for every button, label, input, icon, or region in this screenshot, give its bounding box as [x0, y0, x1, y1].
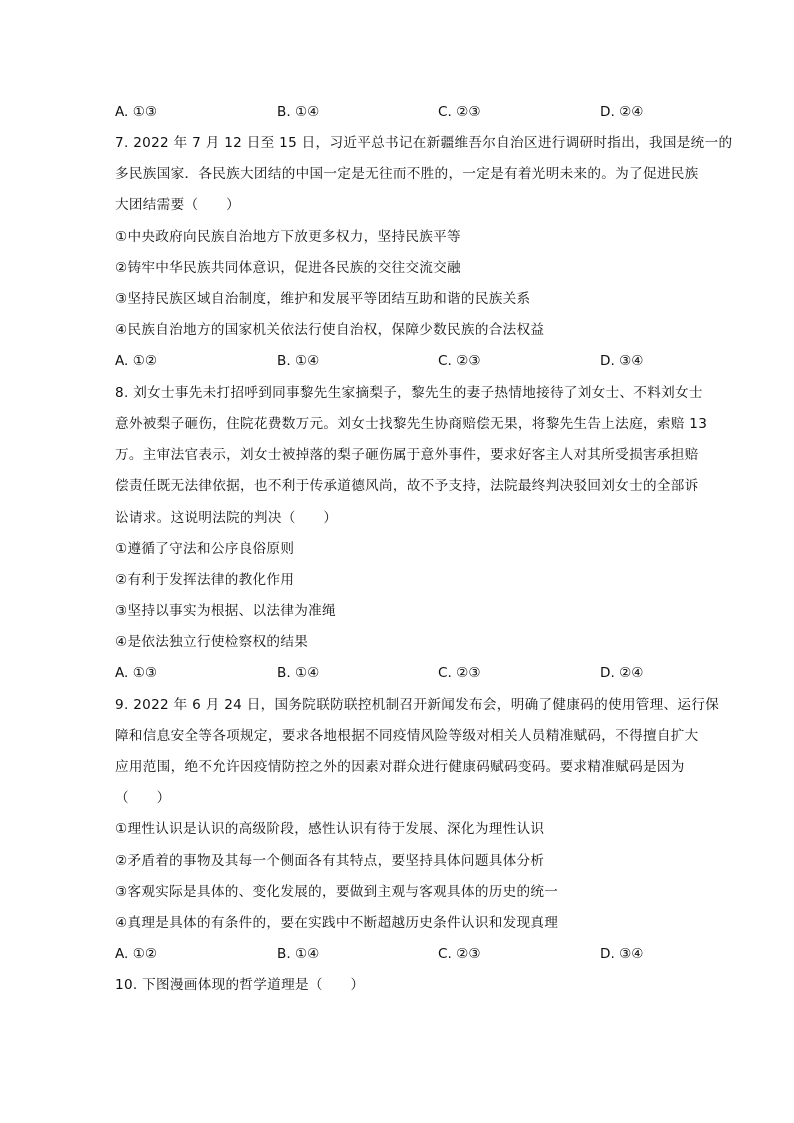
q9-item-3: ③客观实际是具体的、变化发展的，要做到主观与客观具体的历史的统一 — [115, 884, 559, 900]
q7-options — [115, 352, 675, 370]
q9-stem-line: （ ） — [115, 790, 171, 806]
q6-option-c: C. ②③ — [438, 104, 481, 120]
q7-stem-line: 7. 2022 年 7 月 12 日至 15 日，习近平总书记在新疆维吾尔自治区进行调研时指出，我国是统一的 — [115, 135, 733, 151]
q8-option-d: D. ②④ — [600, 665, 644, 681]
q9-option-b: B. ①④ — [277, 946, 320, 962]
q8-option-a: A. ①③ — [115, 665, 158, 681]
q9-stem-line: 障和信息安全等各项规定，要求各地根据不同疫情风险等级对相关人员精准赋码，不得擅自扩大 — [115, 728, 699, 744]
q7-item-2: ②铸牢中华民族共同体意识，促进各民族的交往交流交融 — [115, 260, 461, 276]
q8-stem-line: 8. 刘女士事先未打招呼到同事黎先生家摘梨子，黎先生的妻子热情地接待了刘女士、不料刘女士 — [115, 385, 703, 401]
q9-stem-line: 9. 2022 年 6 月 24 日，国务院联防联控机制召开新闻发布会，明确了健康码的使用管理、运行保 — [115, 697, 720, 713]
q7-option-b: B. ①④ — [277, 353, 320, 369]
q7-stem-line: 多民族国家．各民族大团结的中国一定是无往而不胜的，一定是有着光明未来的。为了促进民族 — [115, 166, 699, 182]
q6-options — [115, 103, 675, 121]
q8-item-1: ①遵循了守法和公序良俗原则 — [115, 541, 295, 557]
q8-stem-line: 万。主审法官表示，刘女士被掉落的梨子砸伤属于意外事件，要求好客主人对其所受损害承担赔 — [115, 447, 699, 463]
q7-stem-line: 大团结需要（ ） — [115, 197, 241, 213]
q6-option-b: B. ①④ — [277, 104, 320, 120]
q9-option-a: A. ①② — [115, 946, 158, 962]
q6-option-d: D. ②④ — [600, 104, 644, 120]
q8-option-b: B. ①④ — [277, 665, 320, 681]
q9-item-1: ①理性认识是认识的高级阶段，感性认识有待于发展、深化为理性认识 — [115, 821, 545, 837]
q8-stem-line: 意外被梨子砸伤，住院花费数万元。刘女士找黎先生协商赔偿无果，将黎先生告上法庭，索赔 13 — [115, 416, 708, 432]
q7-option-a: A. ①② — [115, 353, 158, 369]
q9-option-d: D. ③④ — [600, 946, 644, 962]
q7-option-c: C. ②③ — [438, 353, 481, 369]
q8-item-2: ②有利于发挥法律的教化作用 — [115, 572, 295, 588]
q6-option-a: A. ①③ — [115, 104, 158, 120]
q7-item-4: ④民族自治地方的国家机关依法行使自治权，保障少数民族的合法权益 — [115, 322, 545, 338]
q8-options — [115, 664, 675, 682]
q7-item-3: ③坚持民族区域自治制度，维护和发展平等团结互助和谐的民族关系 — [115, 291, 531, 307]
q8-item-4: ④是依法独立行使检察权的结果 — [115, 634, 309, 650]
q9-stem-line: 应用范围，绝不允许因疫情防控之外的因素对群众进行健康码赋码变码。要求精准赋码是因为 — [115, 759, 685, 775]
q8-stem-line: 偿责任既无法律依据，也不利于传承道德风尚，故不予支持，法院最终判决驳回刘女士的全部诉 — [115, 478, 699, 494]
q9-item-4: ④真理是具体的有条件的，要在实践中不断超越历史条件认识和发现真理 — [115, 915, 559, 931]
q9-options — [115, 945, 675, 963]
q8-option-c: C. ②③ — [438, 665, 481, 681]
q9-item-2: ②矛盾着的事物及其每一个侧面各有其特点，要坚持具体问题具体分析 — [115, 853, 545, 869]
q9-option-c: C. ②③ — [438, 946, 481, 962]
q8-item-3: ③坚持以事实为根据、以法律为准绳 — [115, 603, 336, 619]
q8-stem-line: 讼请求。这说明法院的判决（ ） — [115, 510, 338, 526]
q10-stem-line: 10. 下图漫画体现的哲学道理是（ ） — [115, 977, 365, 993]
q7-option-d: D. ③④ — [600, 353, 644, 369]
q7-item-1: ①中央政府向民族自治地方下放更多权力，坚持民族平等 — [115, 229, 461, 245]
